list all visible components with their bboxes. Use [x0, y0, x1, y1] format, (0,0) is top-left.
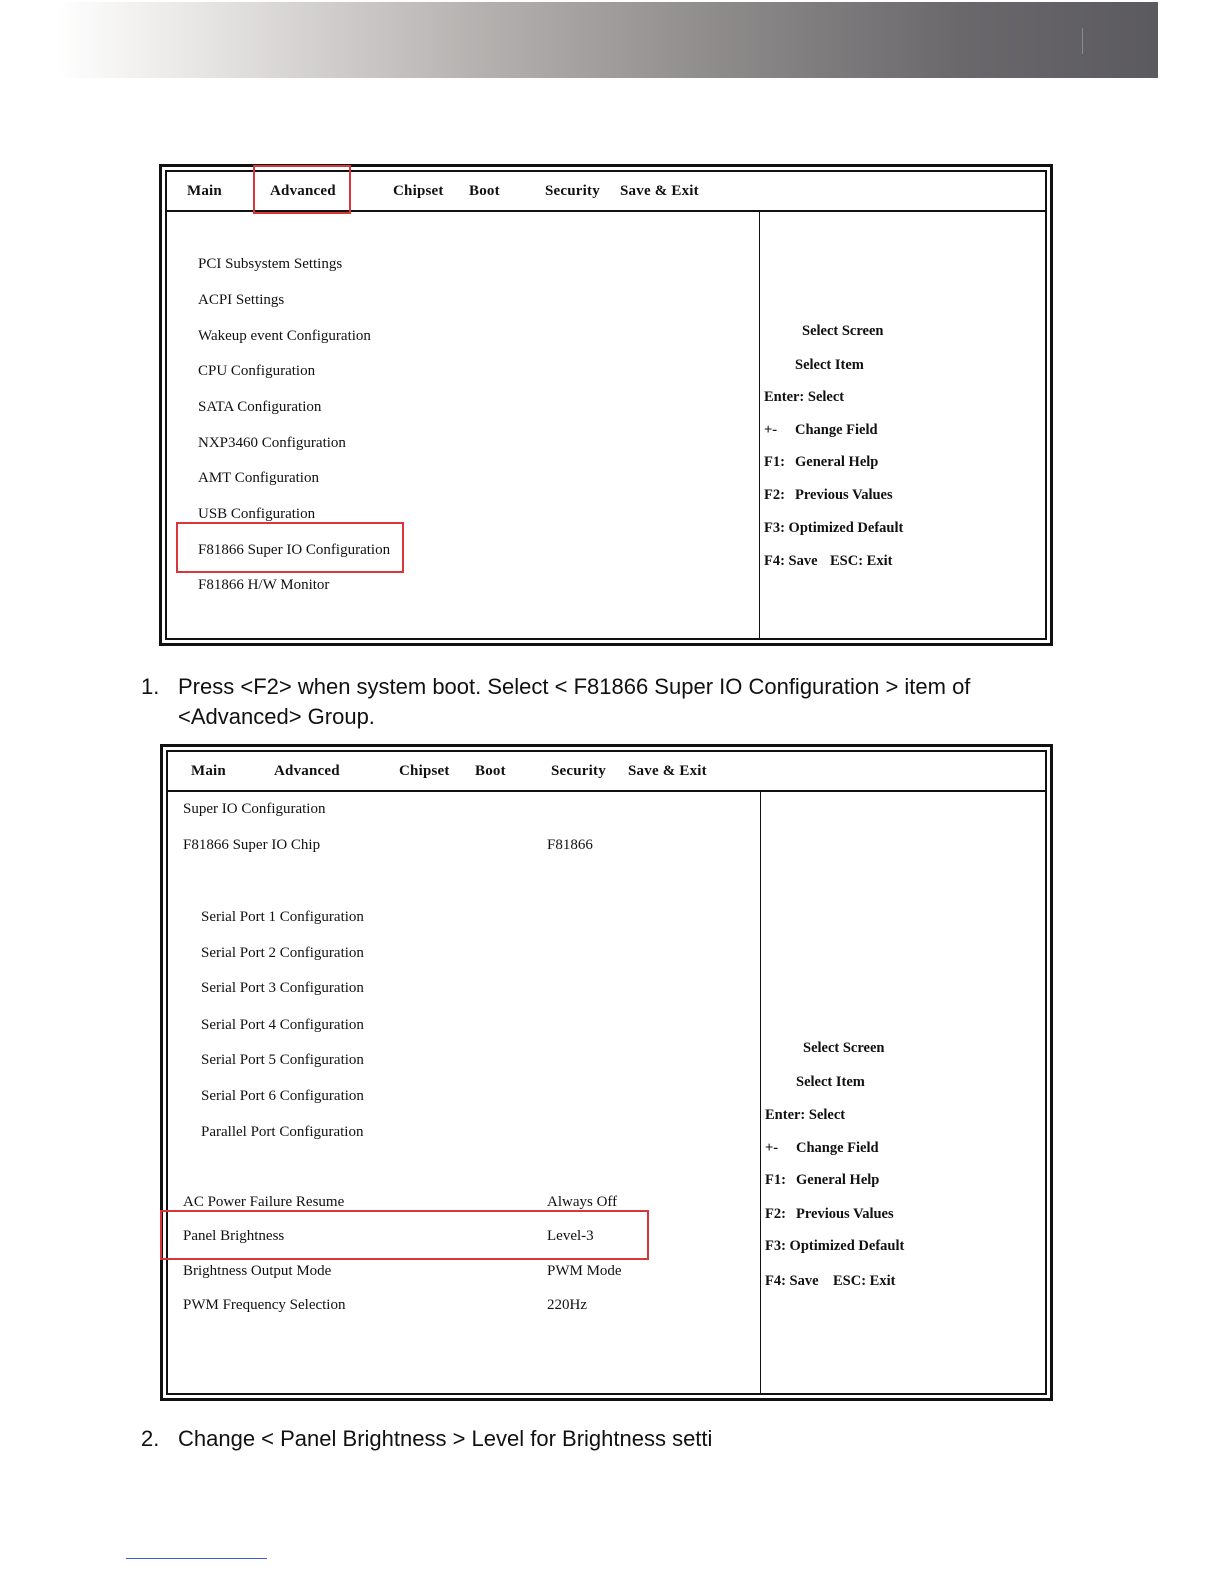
help-select-screen: Select Screen [802, 323, 884, 339]
header-banner [56, 2, 1158, 78]
setting-ac-power-value[interactable]: Always Off [547, 1194, 618, 1210]
menu-item-wakeup-event[interactable]: Wakeup event Configuration [198, 328, 371, 344]
footer-link-underline [126, 1558, 267, 1559]
help-f1-key: F1: [764, 454, 785, 470]
tab-security[interactable]: Security [545, 183, 600, 199]
tab-advanced[interactable]: Advanced [274, 763, 340, 779]
help-esc-exit: ESC: Exit [833, 1273, 896, 1289]
menu-item-parallel-port[interactable]: Parallel Port Configuration [201, 1124, 364, 1140]
menu-item-hw-monitor[interactable]: F81866 H/W Monitor [198, 577, 330, 593]
bios-screen-super-io [160, 744, 1053, 1401]
setting-ac-power-label: AC Power Failure Resume [183, 1194, 345, 1210]
tab-advanced[interactable]: Advanced [270, 183, 336, 199]
menu-item-super-io[interactable]: F81866 Super IO Configuration [198, 542, 391, 558]
help-enter-select: Enter: Select [764, 389, 845, 405]
help-change-field: Change Field [796, 1140, 879, 1156]
menu-item-serial-port-5[interactable]: Serial Port 5 Configuration [201, 1052, 364, 1068]
tab-security[interactable]: Security [551, 763, 606, 779]
step-2-line-1: Change < Panel Brightness > Level for Brightness setti [178, 1426, 713, 1451]
help-general-help: General Help [795, 454, 879, 470]
help-general-help: General Help [796, 1172, 880, 1188]
step-1-line-1: Press <F2> when system boot. Select < F81866 Super IO Configuration > item of [178, 674, 971, 699]
tab-chipset[interactable]: Chipset [393, 183, 444, 199]
highlight-advanced-tab [253, 165, 351, 214]
setting-panel-brightness-label: Panel Brightness [183, 1228, 285, 1244]
setting-panel-brightness-value[interactable]: Level-3 [547, 1228, 594, 1244]
step-1-instruction [141, 672, 1141, 734]
help-previous-values: Previous Values [795, 487, 893, 503]
tab-boot[interactable]: Boot [475, 763, 506, 779]
menu-item-sata[interactable]: SATA Configuration [198, 399, 322, 415]
menu-item-pci-subsystem[interactable]: PCI Subsystem Settings [198, 256, 343, 272]
tab-chipset[interactable]: Chipset [399, 763, 450, 779]
help-panel-divider [760, 792, 761, 1393]
setting-pwm-frequency-value[interactable]: 220Hz [547, 1297, 587, 1313]
menu-item-serial-port-4[interactable]: Serial Port 4 Configuration [201, 1017, 364, 1033]
help-previous-values: Previous Values [796, 1206, 894, 1222]
step-1-line-2: <Advanced> Group. [178, 704, 375, 729]
help-enter-select: Enter: Select [765, 1107, 846, 1123]
highlight-super-io-item [176, 522, 404, 573]
tab-boot[interactable]: Boot [469, 183, 500, 199]
menu-item-usb[interactable]: USB Configuration [198, 506, 316, 522]
tab-save-exit[interactable]: Save & Exit [620, 183, 699, 199]
menu-item-amt[interactable]: AMT Configuration [198, 470, 319, 486]
section-title-super-io: Super IO Configuration [183, 801, 326, 817]
help-f2-key: F2: [765, 1206, 786, 1222]
bios-screen-advanced [159, 164, 1053, 646]
menu-item-serial-port-3[interactable]: Serial Port 3 Configuration [201, 980, 364, 996]
menu-item-serial-port-6[interactable]: Serial Port 6 Configuration [201, 1088, 364, 1104]
help-f3-optimized: F3: Optimized Default [765, 1238, 905, 1254]
tab-main[interactable]: Main [187, 183, 222, 199]
bios-screen-inner [166, 750, 1047, 1395]
help-change-key: +- [765, 1140, 779, 1156]
help-esc-exit: ESC: Exit [830, 553, 893, 569]
setting-pwm-frequency-label: PWM Frequency Selection [183, 1297, 346, 1313]
help-change-key: +- [764, 422, 778, 438]
help-f1-key: F1: [765, 1172, 786, 1188]
step-2-instruction [141, 1424, 1141, 1456]
step-1-number: 1. [141, 674, 160, 699]
menu-item-cpu[interactable]: CPU Configuration [198, 363, 316, 379]
help-f3-optimized: F3: Optimized Default [764, 520, 904, 536]
tab-main[interactable]: Main [191, 763, 226, 779]
help-select-item: Select Item [796, 1074, 865, 1090]
tab-save-exit[interactable]: Save & Exit [628, 763, 707, 779]
setting-brightness-output-value[interactable]: PWM Mode [547, 1263, 622, 1279]
help-select-screen: Select Screen [803, 1040, 885, 1056]
menu-item-acpi[interactable]: ACPI Settings [198, 292, 285, 308]
step-2-number: 2. [141, 1426, 160, 1451]
help-f2-key: F2: [764, 487, 785, 503]
setting-brightness-output-label: Brightness Output Mode [183, 1263, 332, 1279]
help-change-field: Change Field [795, 422, 878, 438]
menu-item-nxp3460[interactable]: NXP3460 Configuration [198, 435, 346, 451]
highlight-panel-brightness [160, 1210, 649, 1260]
menu-item-serial-port-2[interactable]: Serial Port 2 Configuration [201, 945, 364, 961]
help-select-item: Select Item [795, 357, 864, 373]
help-f4-save: F4: Save [764, 553, 818, 569]
header-divider [1082, 28, 1083, 54]
menu-item-serial-port-1[interactable]: Serial Port 1 Configuration [201, 909, 364, 925]
help-f4-save: F4: Save [765, 1273, 819, 1289]
chip-label: F81866 Super IO Chip [183, 837, 321, 853]
help-panel-divider [759, 212, 760, 638]
chip-value: F81866 [547, 837, 593, 853]
bios-tab-bar [168, 752, 1045, 792]
